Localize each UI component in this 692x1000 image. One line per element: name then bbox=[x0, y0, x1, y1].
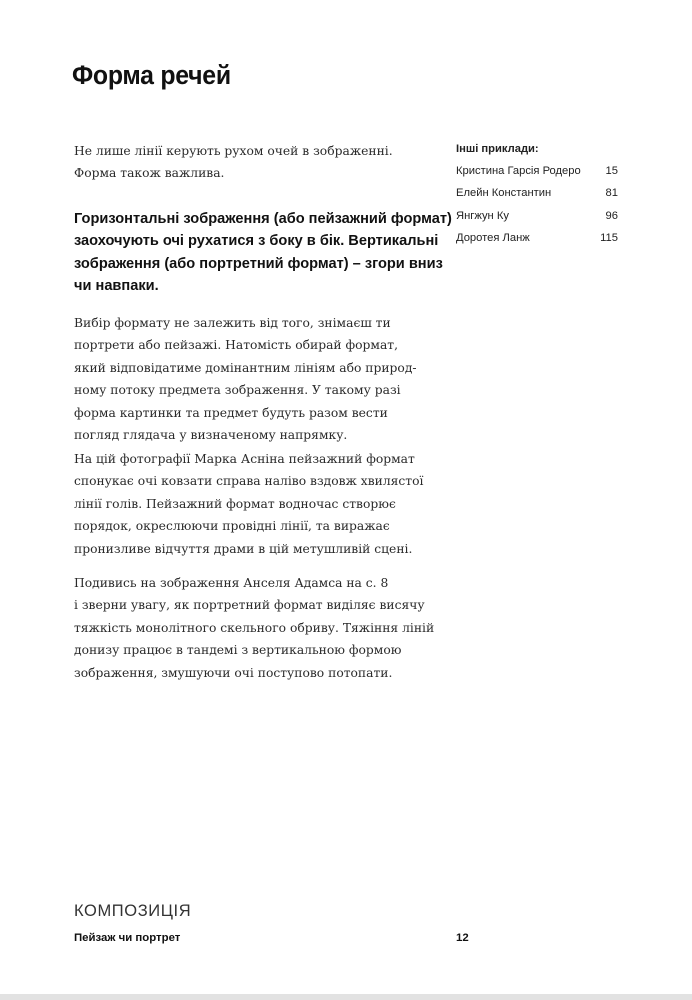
example-item bbox=[456, 164, 618, 186]
page-title: Форма речей bbox=[72, 60, 231, 90]
lead-line: Горизонтальні зображення (або пейзажний формат) bbox=[74, 211, 452, 227]
sidebar-heading: Інші приклади: bbox=[456, 143, 539, 155]
example-page-number: 96 bbox=[605, 209, 618, 222]
example-page-number: 115 bbox=[600, 232, 618, 245]
example-page-number: 81 bbox=[605, 187, 618, 200]
body-line: На цій фотографії Марка Асніна пейзажний формат bbox=[74, 452, 415, 466]
body-line: ному потоку предмета зображення. У такому разі bbox=[74, 383, 401, 398]
example-name: Кристина Гарсія Родеро bbox=[456, 165, 581, 177]
body-line: портрети або пейзажі. Натомість обирай формат, bbox=[74, 338, 399, 353]
example-name: Янгжун Ку bbox=[456, 209, 509, 222]
page-number: 12 bbox=[456, 932, 469, 944]
other-examples-sidebar bbox=[456, 142, 618, 254]
body-line: тяжкість монолітного скельного обриву. Тяжіння ліній bbox=[74, 620, 435, 635]
footer-section-title: КОМПОЗИЦІЯ bbox=[74, 902, 192, 920]
example-name: Елейн Константин bbox=[456, 187, 552, 200]
body-line: спонукає очі ковзати справа наліво вздовж хвилястої bbox=[74, 474, 424, 489]
intro-line: Форма також важлива. bbox=[74, 166, 225, 181]
body-line: який відповідатиме домінантним лініям або природ- bbox=[74, 360, 417, 375]
body-paragraph-2 bbox=[74, 448, 423, 560]
body-paragraph-1 bbox=[74, 312, 417, 446]
lead-line: заохочують очі рухатися з боку в бік. Вертикальні bbox=[74, 233, 439, 250]
body-line: Подивись на зображення Анселя Адамса на с. 8 bbox=[74, 576, 389, 590]
body-line: лінії голів. Пейзажний формат водночас створює bbox=[74, 496, 396, 511]
page-bottom-edge bbox=[0, 994, 692, 1000]
body-line: порядок, окреслюючи провідні лінії, та виражає bbox=[74, 519, 390, 534]
lead-paragraph bbox=[74, 208, 452, 298]
body-line: донизу працює в тандемі з вертикальною формою bbox=[74, 643, 402, 658]
example-item bbox=[456, 186, 618, 208]
intro-paragraph bbox=[74, 140, 393, 185]
footer-subsection-title: Пейзаж чи портрет bbox=[74, 932, 181, 944]
body-line: пронизливе відчуття драми в цій метушливій сцені. bbox=[74, 541, 413, 556]
example-name: Доротея Ланж bbox=[456, 232, 530, 245]
body-line: форма картинки та предмет будуть разом вести bbox=[74, 405, 388, 420]
body-line: зображення, змушуючи очі поступово потопати. bbox=[74, 665, 393, 680]
example-page-number: 15 bbox=[605, 165, 618, 177]
body-line: і зверни увагу, як портретний формат виділяє висячу bbox=[74, 598, 425, 613]
example-item bbox=[456, 209, 618, 231]
body-paragraph-3 bbox=[74, 572, 434, 684]
example-item bbox=[456, 231, 618, 253]
intro-line: Не лише лінії керують рухом очей в зображенні. bbox=[74, 144, 393, 158]
body-line: погляд глядача у визначеному напрямку. bbox=[74, 428, 348, 443]
body-line: Вибір формату не залежить від того, знімаєш ти bbox=[74, 316, 391, 330]
lead-line: зображення (або портретний формат) – згори вниз bbox=[74, 255, 443, 272]
lead-line: чи навпаки. bbox=[74, 278, 159, 295]
